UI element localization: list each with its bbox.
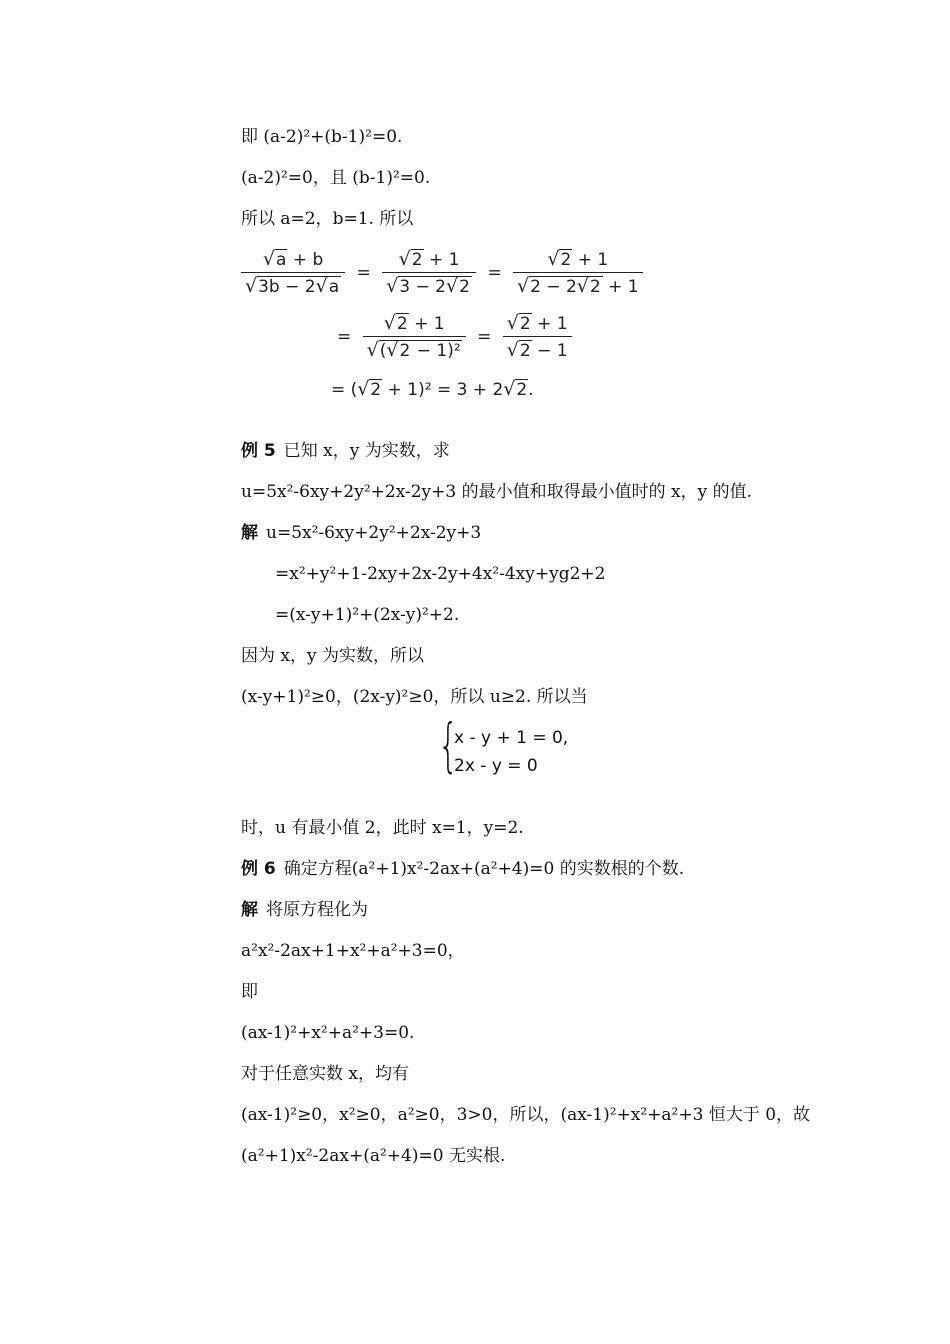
text-line: 因为 x，y 为实数，所以 <box>241 646 424 666</box>
text-line: =(x-y+1)²+(2x-y)²+2. <box>275 605 460 625</box>
text-line: =x²+y²+1-2xy+2x-2y+4x²-4xy+yg2+2 <box>275 564 606 584</box>
solution-6: 解 将原方程化为 <box>241 900 368 920</box>
brace-icon: { <box>438 711 459 779</box>
text-line: 所以 a=2，b=1. 所以 <box>241 209 414 229</box>
fraction: $\frac{√2 + 1}{\text{√(√2 − 1)²}}$ <box>363 312 466 361</box>
text-line: 对于任意实数 x，均有 <box>241 1064 409 1084</box>
example-6-heading: 例 6 确定方程(a²+1)x²-2ax+(a²+4)=0 的实数根的个数. <box>241 859 685 879</box>
text-line: (a-2)²=0，且 (b-1)²=0. <box>241 168 431 188</box>
fraction: $\frac{√2 + 1}{√2 - 1}$ <box>503 312 572 361</box>
example-5-heading: 例 5 已知 x，y 为实数，求 <box>241 441 450 461</box>
text-line: a²x²-2ax+1+x²+a²+3=0， <box>241 941 465 961</box>
text-line: (x-y+1)²≥0，(2x-y)²≥0，所以 u≥2. 所以当 <box>241 687 588 707</box>
text-line: (ax-1)²+x²+a²+3=0. <box>241 1023 415 1043</box>
text-line: 即 <box>241 982 258 1002</box>
fraction: $\frac{√2 + 1}{√3 - 2√2}$ <box>382 248 476 297</box>
text-line: 即 (a-2)²+(b-1)²=0. <box>241 127 403 147</box>
fraction: $\frac{√a + b}{√3b - 2√a}$ <box>241 248 345 297</box>
text-line: (ax-1)²≥0，x²≥0，a²≥0，3>0，所以，(ax-1)²+x²+a²+3 恒大于 0，故 <box>241 1105 811 1125</box>
text-line: u=5x²-6xy+2y²+2x-2y+3 的最小值和取得最小值时的 x，y 的值. <box>241 482 753 502</box>
solution-5: 解 u=5x²-6xy+2y²+2x-2y+3 <box>241 523 482 543</box>
text-line: (a²+1)x²-2ax+(a²+4)=0 无实根. <box>241 1146 506 1166</box>
formula-block: $\frac{√a + b}{√3b - 2√a}$ = $\frac{√2 + 1}{√3 - 2√2}$ = $\frac{√2 + 1}{√2 - 2√2 + 1}$ = $\frac{√2 + 1}{\text{√(√2 − 1)²}}$ = $\frac{√2 + 1}{√2 - 1}$ = (√2 + 1)² = 3 + 2√2. <box>241 248 571 408</box>
fraction: $\frac{√2 + 1}{√2 - 2√2 + 1}$ <box>513 248 643 297</box>
text-line: 时，u 有最小值 2，此时 x=1，y=2. <box>241 818 524 838</box>
